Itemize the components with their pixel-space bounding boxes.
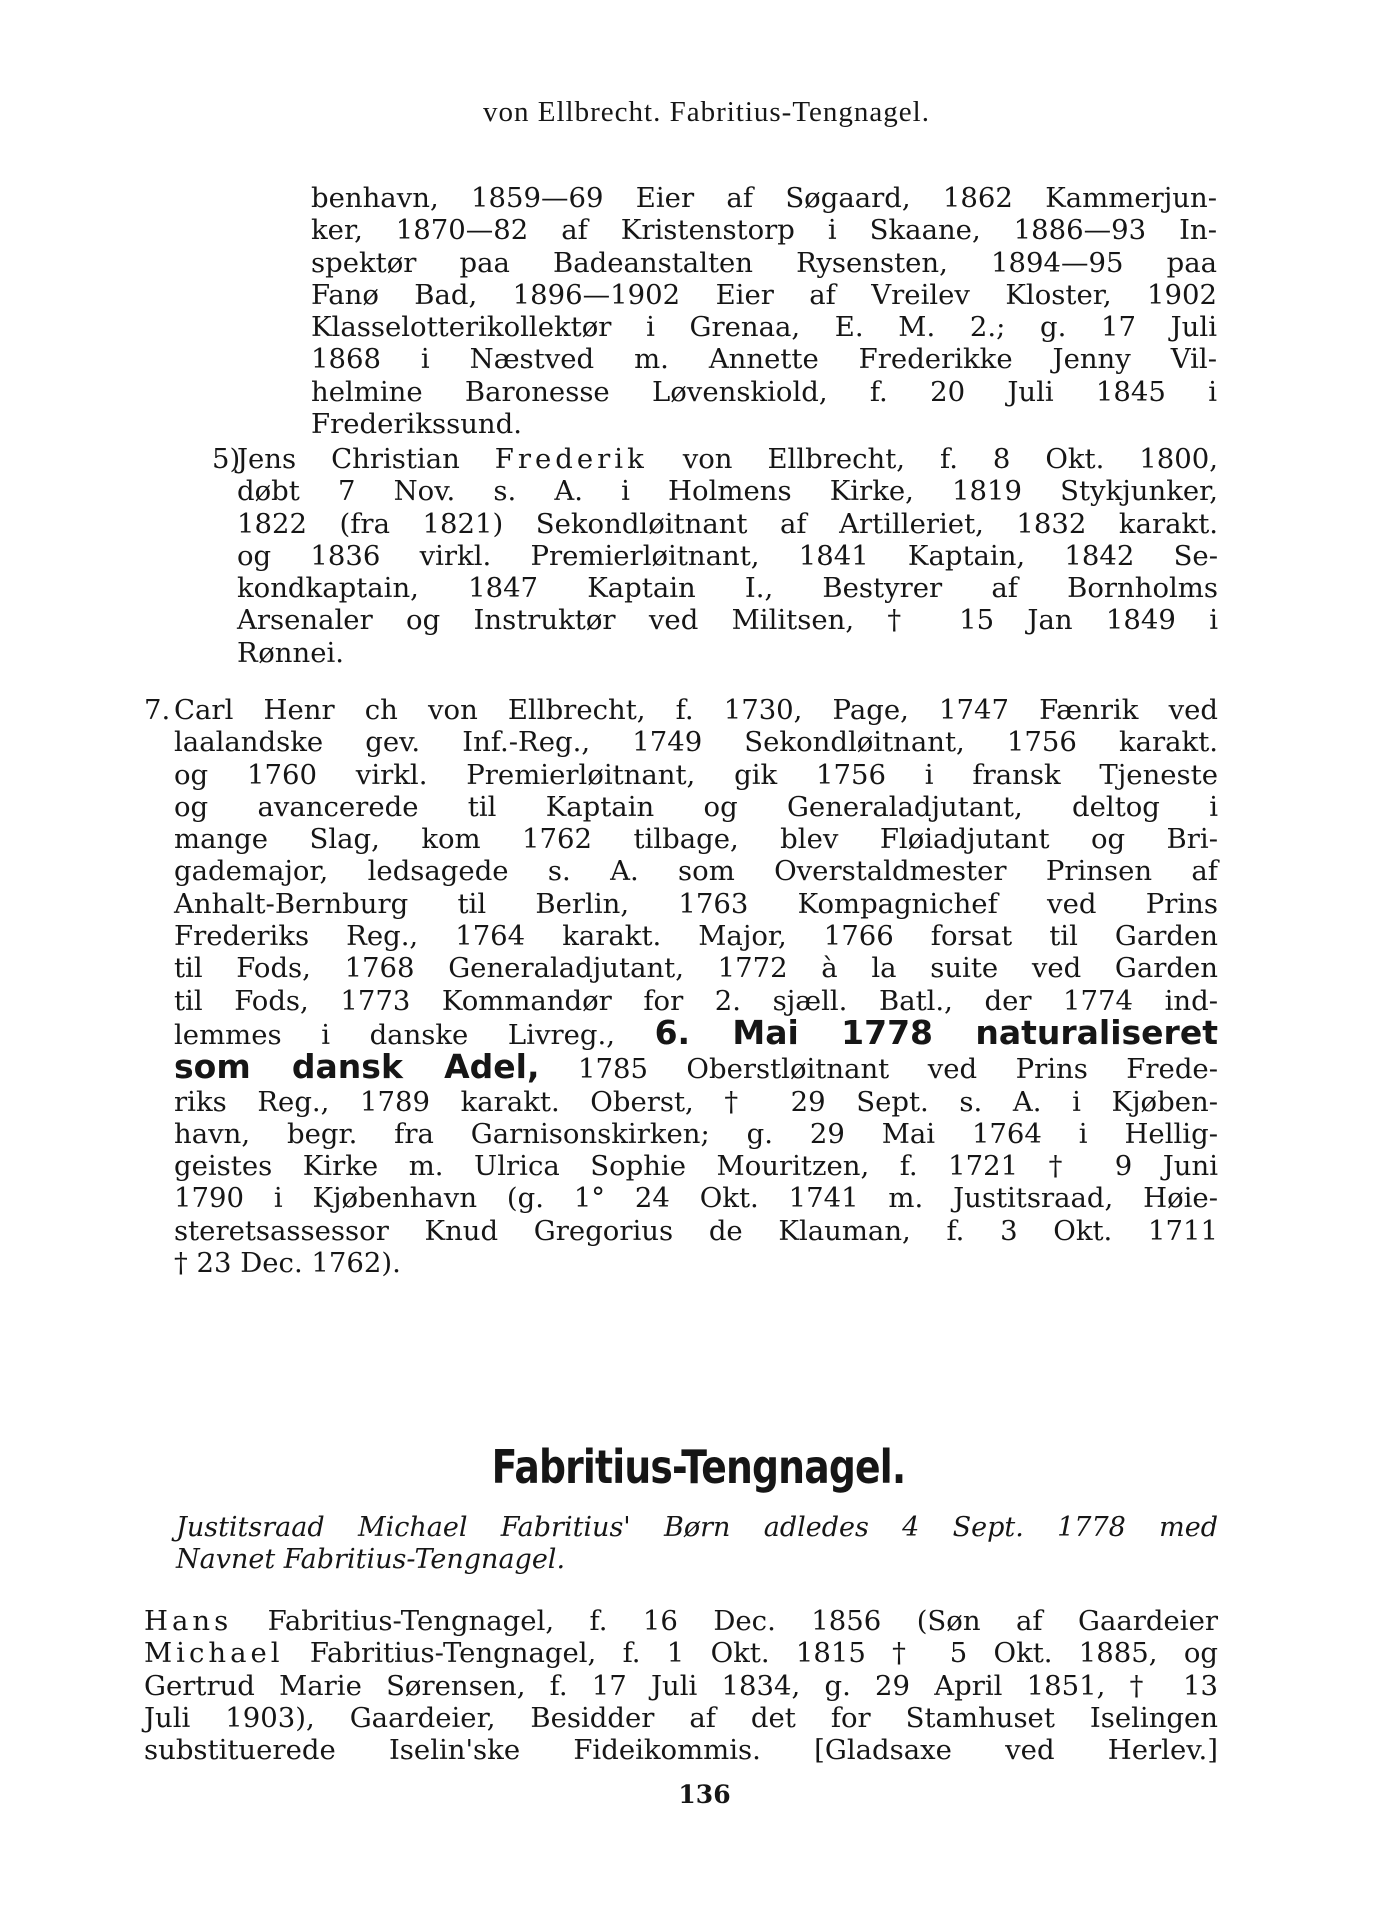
text-line: † 23 Dec. 1762). — [174, 1247, 401, 1280]
continuation-paragraph — [311, 182, 1217, 440]
entry-body — [174, 694, 1218, 1279]
text-line: til Fods, 1768 Generaladjutant, 1772 à la suite ved Garden — [174, 952, 1218, 985]
text-line: Gertrud Marie Sørensen, f. 17 Juli 1834, g. 29 April 1851, † 13 — [144, 1669, 1218, 1702]
text-segment: lemmes i danske Livreg., — [174, 1018, 655, 1051]
spaced-name: Michael — [144, 1637, 284, 1670]
text-line: og 1836 virkl. Premierløitnant, 1841 Kaptain, 1842 Se- — [237, 539, 1218, 572]
text-line: havn, begr. fra Garnisonskirken; g. 29 Mai 1764 i Hellig- — [174, 1117, 1218, 1150]
text-line — [174, 1047, 1218, 1087]
text-line: Klasselotterikollektør i Grenaa, E. M. 2.; g. 17 Juli — [311, 311, 1217, 344]
text-line: Carl Henr ch von Ellbrecht, f. 1730, Page, 1747 Fænrik ved — [174, 694, 1218, 726]
text-line: gademajor, ledsagede s. A. som Overstaldmester Prinsen af — [174, 855, 1218, 888]
text-line: døbt 7 Nov. s. A. i Holmens Kirke, 1819 Stykjunker, — [237, 475, 1218, 508]
text-line: substituerede Iselin'ske Fideikommis. [Gladsaxe ved Herlev.] — [144, 1734, 1218, 1767]
page-number: 136 — [678, 1780, 731, 1809]
text-line: geistes Kirke m. Ulrica Sophie Mouritzen, f. 1721 † 9 Juni — [174, 1150, 1218, 1183]
text-line: Fanø Bad, 1896—1902 Eier af Vreilev Kloster, 1902 — [311, 278, 1217, 311]
entry-number: 7. — [144, 694, 171, 726]
text-segment: 1785 Oberstløitnant ved Prins Frede- — [539, 1053, 1218, 1086]
ennoblement-highlight: som dansk Adel, — [174, 1047, 540, 1087]
text-line: Arsenaler og Instruktør ved Militsen, † 15 Jan 1849 i — [237, 604, 1218, 637]
family-intro — [176, 1512, 1218, 1576]
text-line: Justitsraad Michael Fabritius' Børn adledes 4 Sept. 1778 med — [176, 1512, 1218, 1543]
running-head: von Ellbrecht. Fabritius-Tengnagel. — [483, 96, 930, 128]
text-line: 1868 i Næstved m. Annette Frederikke Jenny Vil- — [311, 343, 1217, 376]
text-segment: Fabritius-Tengnagel, f. 1 Okt. 1815 † 5 Okt. 1885, og — [283, 1637, 1218, 1670]
text-line — [174, 1012, 1218, 1052]
hans-entry — [144, 1605, 1218, 1766]
text-line: benhavn, 1859—69 Eier af Søgaard, 1862 Kammerjun- — [311, 182, 1217, 214]
text-line — [144, 1637, 1218, 1669]
spaced-name: Frederik — [494, 443, 648, 475]
text-line: Juli 1903), Gaardeier, Besidder af det for Stamhuset Iselingen — [144, 1701, 1218, 1734]
text-line: ker, 1870—82 af Kristenstorp i Skaane, 1886—93 In- — [311, 214, 1217, 247]
text-line: 1790 i Kjøbenhavn (g. 1° 24 Okt. 1741 m. Justitsraad, Høie- — [174, 1182, 1218, 1215]
ennoblement-highlight: 6. Mai 1778 naturaliseret — [654, 1012, 1218, 1052]
text-line: Frederikssund. — [311, 408, 522, 441]
text-line: Anhalt-Bernburg til Berlin, 1763 Kompagnichef ved Prins — [174, 887, 1218, 920]
text-line: riks Reg., 1789 karakt. Oberst, † 29 Sept. s. A. i Kjøben- — [174, 1085, 1218, 1118]
text-line: laalandske gev. Inf.-Reg., 1749 Sekondløitnant, 1756 karakt. — [174, 726, 1218, 759]
text-line: helmine Baronesse Løvenskiold, f. 20 Juli 1845 i — [311, 375, 1217, 408]
text-segment: Jens Christian — [237, 443, 495, 475]
text-line: spektør paa Badeanstalten Rysensten, 1894—95 paa — [311, 246, 1217, 279]
text-line: Navnet Fabritius-Tengnagel. — [176, 1544, 566, 1575]
entry-body — [237, 443, 1218, 669]
family-heading: Fabritius-Tengnagel. — [491, 1440, 906, 1494]
text-line: steretsassessor Knud Gregorius de Klauman, f. 3 Okt. 1711 — [174, 1214, 1218, 1247]
text-line: til Fods, 1773 Kommandør for 2. sjæll. Batl., der 1774 ind- — [174, 984, 1218, 1017]
text-line — [144, 1605, 1218, 1637]
text-line: og 1760 virkl. Premierløitnant, gik 1756 i fransk Tjeneste — [174, 758, 1218, 791]
text-segment: von Ellbrecht, f. 8 Okt. 1800, — [647, 443, 1218, 475]
text-line: kondkaptain, 1847 Kaptain I., Bestyrer af Bornholms — [237, 572, 1218, 605]
spaced-name: Hans — [144, 1605, 233, 1637]
text-line: Frederiks Reg., 1764 karakt. Major, 1766 forsat til Garden — [174, 920, 1218, 953]
text-line — [237, 443, 1218, 475]
text-line: og avancerede til Kaptain og Generaladjutant, deltog i — [174, 790, 1218, 823]
text-segment: Fabritius-Tengnagel, f. 16 Dec. 1856 (Søn af Gaardeier — [232, 1605, 1218, 1637]
entry-number: 5) — [212, 443, 241, 475]
text-line: 1822 (fra 1821) Sekondløitnant af Artilleriet, 1832 karakt. — [237, 507, 1218, 540]
text-line: Rønnei. — [237, 636, 345, 669]
text-line: mange Slag, kom 1762 tilbage, blev Fløiadjutant og Bri- — [174, 823, 1218, 856]
